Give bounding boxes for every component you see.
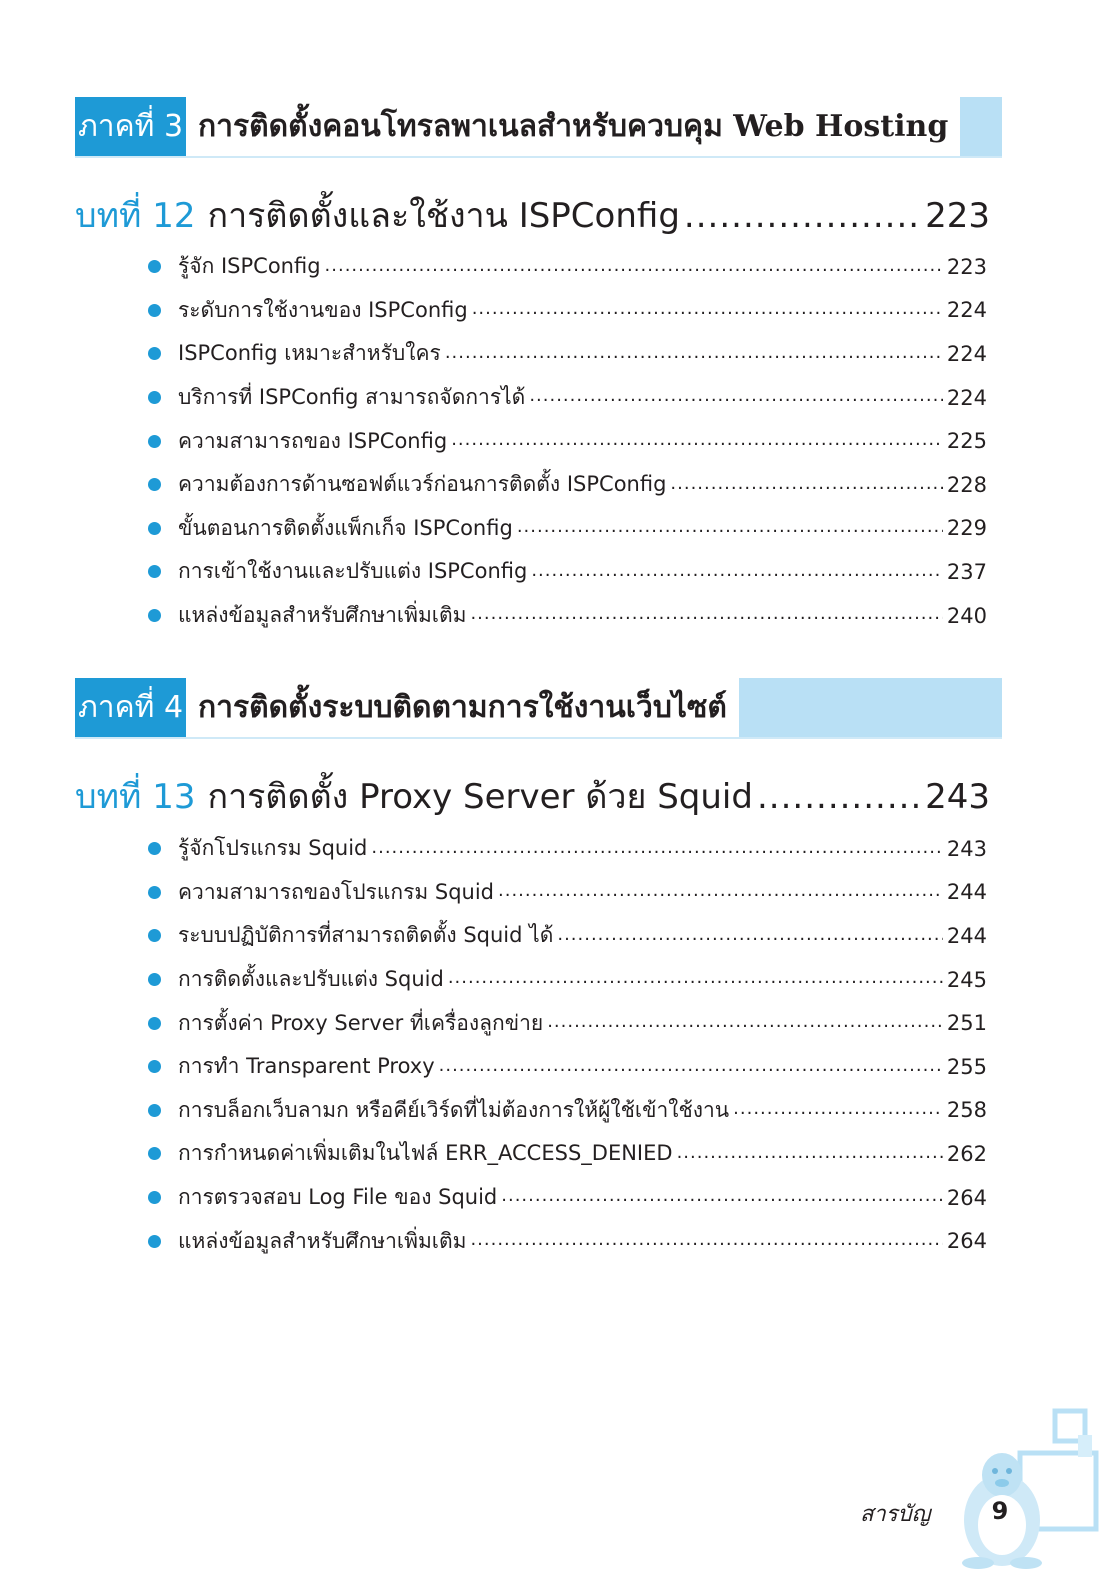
toc-entry-page: 225 — [946, 429, 987, 454]
toc-entry-text: การตรวจสอบ Log File ของ Squid — [178, 1185, 498, 1210]
toc-entry-text: ISPConfig เหมาะสำหรับใคร — [178, 341, 441, 366]
toc-entry[interactable] — [145, 507, 987, 551]
toc-entry-leader — [670, 473, 943, 494]
toc-entry-leader — [470, 1229, 942, 1250]
toc-entry-leader — [371, 837, 943, 858]
part-3-label: ภาคที่ 3 — [75, 97, 186, 157]
toc-entry-page: 264 — [946, 1229, 987, 1254]
toc-entry[interactable] — [145, 594, 987, 638]
bullet-icon — [148, 347, 161, 360]
toc-entry-leader — [501, 1185, 943, 1206]
chapter-12-title: การติดตั้งและใช้งาน ISPConfig — [207, 196, 680, 236]
bullet-icon — [148, 1060, 161, 1073]
bullet-icon — [148, 973, 161, 986]
toc-entry-leader — [529, 385, 943, 406]
toc-entry-text: การเข้าใช้งานและปรับแต่ง ISPConfig — [178, 559, 528, 584]
toc-entry-text: รู้จักโปรแกรม Squid — [178, 836, 368, 861]
part-4-header — [75, 678, 1002, 738]
toc-entry-leader — [470, 603, 942, 624]
toc-entry-text: รู้จัก ISPConfig — [178, 254, 321, 279]
part-3-header — [75, 97, 1002, 157]
bullet-icon — [148, 522, 161, 535]
toc-entry[interactable] — [145, 1219, 987, 1263]
part-3-underline — [75, 156, 1002, 158]
toc-entry-page: 251 — [946, 1011, 987, 1036]
toc-entry-text: ระบบปฏิบัติการที่สามารถติดตั้ง Squid ได้ — [178, 923, 554, 948]
toc-entry[interactable] — [145, 958, 987, 1002]
chapter-12-heading[interactable] — [75, 188, 990, 238]
toc-entry-page: 240 — [946, 603, 987, 628]
toc-entry-leader — [733, 1098, 943, 1119]
toc-entry[interactable] — [145, 871, 987, 915]
toc-entry[interactable] — [145, 1176, 987, 1220]
toc-entry-text: ขั้นตอนการติดตั้งแพ็กเก็จ ISPConfig — [178, 515, 513, 540]
footer-section-label: สารบัญ — [860, 1502, 931, 1527]
toc-entry-leader — [517, 516, 943, 537]
toc-entry[interactable] — [145, 1045, 987, 1089]
toc-entry-page: 255 — [946, 1054, 987, 1079]
toc-entry-text: ระดับการใช้งานของ ISPConfig — [178, 297, 468, 322]
bullet-icon — [148, 260, 161, 273]
chapter-13-label: บทที่ 13 — [75, 777, 196, 817]
toc-entry[interactable] — [145, 1132, 987, 1176]
toc-entry-page: 229 — [946, 516, 987, 541]
bullet-icon — [148, 1235, 161, 1248]
toc-entry[interactable] — [145, 1001, 987, 1045]
toc-entry-leader — [472, 298, 943, 319]
chapter-13-toc-list — [145, 827, 987, 1263]
page-number: 9 — [991, 1497, 1009, 1525]
toc-entry[interactable] — [145, 827, 987, 871]
toc-entry-text: แหล่งข้อมูลสำหรับศึกษาเพิ่มเติม — [178, 603, 467, 628]
part-3-title: การติดตั้งคอนโทรลพาเนลสำหรับควบคุม Web Hosting — [186, 97, 960, 157]
toc-entry-leader — [439, 1055, 943, 1076]
chapter-13-heading[interactable] — [75, 769, 990, 819]
toc-entry-text: การตั้งค่า Proxy Server ที่เครื่องลูกข่าย — [178, 1010, 544, 1035]
part-4-label: ภาคที่ 4 — [75, 678, 186, 738]
toc-entry-leader — [531, 560, 943, 581]
toc-entry-page: 258 — [946, 1098, 987, 1123]
penguin-icon — [940, 1405, 1100, 1570]
toc-entry[interactable] — [145, 550, 987, 594]
bullet-icon — [148, 1104, 161, 1117]
toc-entry-page: 223 — [946, 254, 987, 279]
toc-entry-text: บริการที่ ISPConfig สามารถจัดการได้ — [178, 385, 526, 410]
bullet-icon — [148, 1017, 161, 1030]
toc-entry-text: แหล่งข้อมูลสำหรับศึกษาเพิ่มเติม — [178, 1228, 467, 1253]
toc-entry-text: ความสามารถของ ISPConfig — [178, 428, 448, 453]
chapter-12-page: 223 — [925, 196, 990, 236]
bullet-icon — [148, 391, 161, 404]
bullet-icon — [148, 886, 161, 899]
bullet-icon — [148, 609, 161, 622]
chapter-12-toc-list — [145, 245, 987, 637]
toc-entry-page: 224 — [946, 385, 987, 410]
bullet-icon — [148, 304, 161, 317]
toc-entry-leader — [677, 1142, 943, 1163]
part-4-underline — [75, 737, 1002, 739]
toc-entry[interactable] — [145, 463, 987, 507]
toc-entry-page: 224 — [946, 298, 987, 323]
bullet-icon — [148, 565, 161, 578]
toc-entry[interactable] — [145, 1089, 987, 1133]
toc-entry[interactable] — [145, 245, 987, 289]
toc-entry-leader — [448, 967, 943, 988]
toc-entry[interactable] — [145, 419, 987, 463]
toc-entry-leader — [445, 342, 943, 363]
chapter-13-title: การติดตั้ง Proxy Server ด้วย Squid — [207, 777, 753, 817]
toc-entry-text: ความต้องการด้านซอฟต์แวร์ก่อนการติดตั้ง ISPConfig — [178, 472, 667, 497]
toc-entry-leader — [451, 429, 943, 450]
toc-entry-page: 244 — [946, 880, 987, 905]
chapter-13-leader — [757, 777, 921, 817]
toc-entry-page: 245 — [946, 967, 987, 992]
toc-entry[interactable] — [145, 289, 987, 333]
toc-entry-page: 262 — [946, 1141, 987, 1166]
bullet-icon — [148, 435, 161, 448]
toc-entry-leader — [325, 255, 943, 276]
toc-entry-text: การบล็อกเว็บลามก หรือคีย์เวิร์ดที่ไม่ต้องการให้ผู้ใช้เข้าใช้งาน — [178, 1097, 730, 1122]
toc-entry[interactable] — [145, 376, 987, 420]
toc-entry-page: 237 — [946, 559, 987, 584]
toc-entry-page: 244 — [946, 923, 987, 948]
chapter-13-page: 243 — [925, 777, 990, 817]
toc-entry-leader — [557, 924, 943, 945]
toc-entry[interactable] — [145, 914, 987, 958]
toc-entry-text: ความสามารถของโปรแกรม Squid — [178, 879, 495, 904]
toc-entry-page: 243 — [946, 836, 987, 861]
bullet-icon — [148, 478, 161, 491]
part-4-title: การติดตั้งระบบติดตามการใช้งานเว็บไซต์ — [186, 678, 739, 738]
bullet-icon — [148, 1147, 161, 1160]
bullet-icon — [148, 1191, 161, 1204]
toc-entry-page: 228 — [946, 472, 987, 497]
toc-entry-text: การทำ Transparent Proxy — [178, 1054, 435, 1079]
bullet-icon — [148, 929, 161, 942]
toc-entry[interactable] — [145, 332, 987, 376]
toc-entry-page: 264 — [946, 1185, 987, 1210]
toc-entry-leader — [498, 880, 943, 901]
toc-entry-leader — [547, 1011, 943, 1032]
chapter-12-leader — [684, 196, 921, 236]
toc-entry-text: การติดตั้งและปรับแต่ง Squid — [178, 967, 444, 992]
bullet-icon — [148, 842, 161, 855]
toc-entry-text: การกำหนดค่าเพิ่มเติมในไฟล์ ERR_ACCESS_DENIED — [178, 1141, 673, 1166]
toc-entry-page: 224 — [946, 341, 987, 366]
chapter-12-label: บทที่ 12 — [75, 196, 196, 236]
